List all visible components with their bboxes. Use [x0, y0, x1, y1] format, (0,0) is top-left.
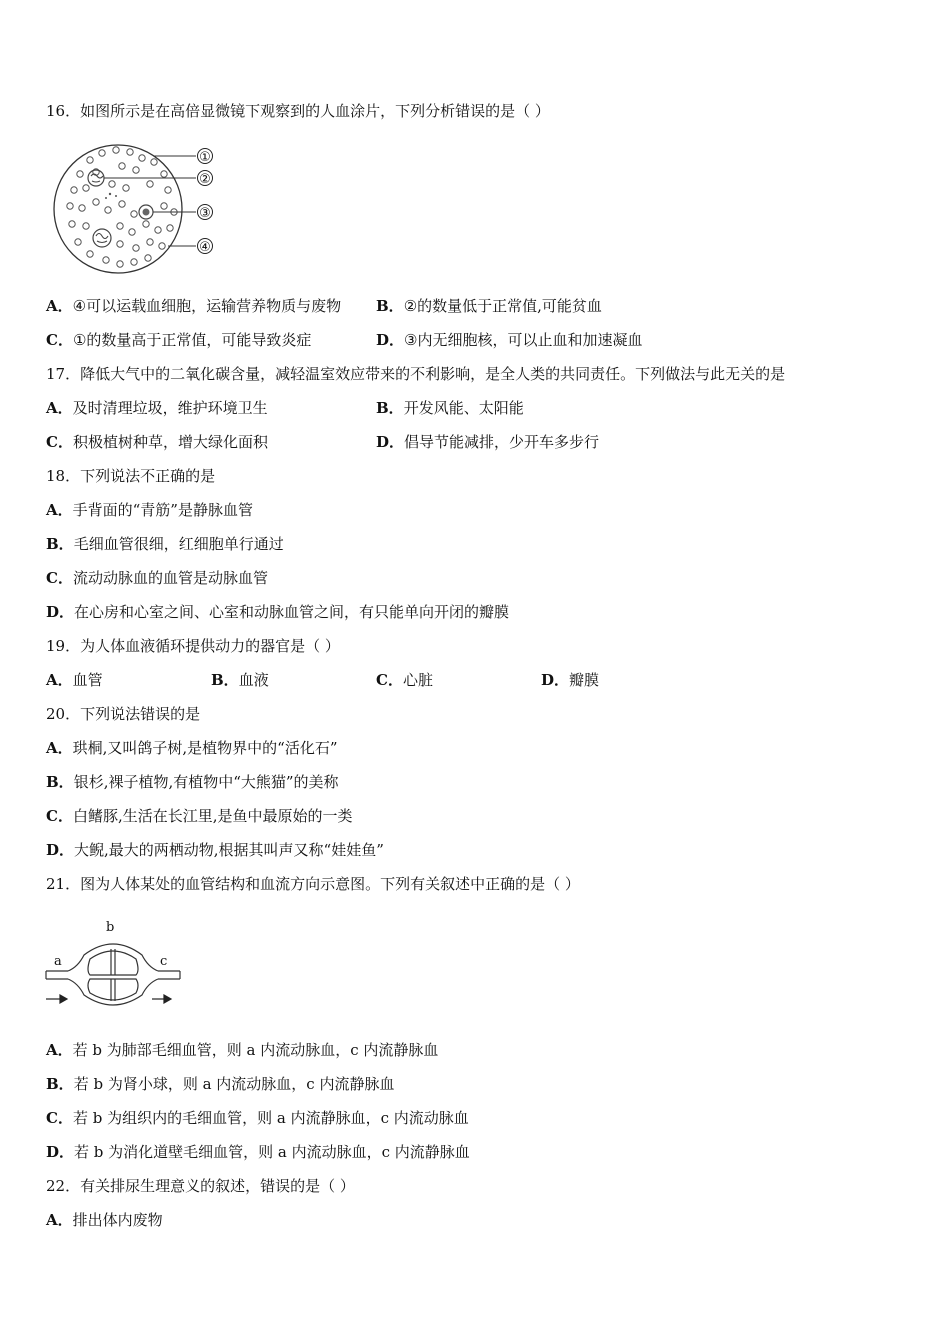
label-c: c	[160, 954, 168, 969]
q21-stem: 21．图为人体某处的血管结构和血流方向示意图。下列有关叙述中正确的是（ ）	[46, 875, 580, 893]
q17-option-b	[376, 398, 524, 418]
callout-labels	[199, 150, 211, 255]
option-text: 及时清理垃圾，维护环境卫生	[72, 399, 268, 417]
option-text: 流动动脉血的血管是动脉血管	[72, 569, 268, 587]
option-text: 白鳍豚,生活在长江里,是鱼中最原始的一类	[72, 807, 353, 825]
label-b: b	[106, 920, 115, 935]
option-text: 开发风能、太阳能	[403, 399, 524, 417]
label-1: ①	[199, 150, 211, 165]
option-text: ②的数量低于正常值,可能贫血	[403, 297, 602, 315]
option-letter: C．	[46, 569, 73, 587]
q18-option-b	[46, 534, 284, 554]
option-text: ①的数量高于正常值，可能导致炎症	[72, 331, 312, 349]
q19-option-c	[376, 670, 433, 690]
blood-vessel-diagram	[40, 915, 190, 1010]
option-text: 血管	[72, 671, 103, 689]
q20-option-a	[46, 738, 338, 758]
option-letter: D．	[46, 841, 75, 859]
q20-option-d	[46, 840, 384, 860]
white-blood-cell-4	[93, 229, 111, 247]
option-letter: A．	[46, 399, 73, 417]
label-a: a	[54, 954, 62, 969]
option-letter: D．	[541, 671, 570, 689]
q21-option-b	[46, 1074, 394, 1094]
option-text: 若 b 为组织内的毛细血管，则 a 内流静脉血，c 内流动脉血	[72, 1109, 469, 1127]
q22-stem: 22．有关排尿生理意义的叙述，错误的是（ ）	[46, 1177, 355, 1195]
q16-stem: 16．如图所示是在高倍显微镜下观察到的人血涂片，下列分析错误的是（ ）	[46, 102, 550, 120]
white-blood-cell-2	[88, 170, 104, 186]
q18-option-d	[46, 602, 509, 622]
callout-lines	[104, 156, 196, 246]
option-letter: C．	[46, 433, 73, 451]
option-text: 若 b 为肺部毛细血管，则 a 内流动脉血，c 内流静脉血	[72, 1041, 439, 1059]
option-letter: D．	[376, 433, 405, 451]
option-letter: B．	[46, 773, 74, 791]
q16-option-b	[376, 296, 602, 316]
red-blood-cells	[67, 147, 177, 267]
q22-option-a	[46, 1210, 163, 1230]
q17-stem: 17．降低大气中的二氧化碳含量，减轻温室效应带来的不利影响，是全人类的共同责任。下列做法与此无关的是	[46, 365, 786, 383]
option-letter: D．	[46, 1143, 75, 1161]
option-letter: D．	[376, 331, 405, 349]
option-text: 银杉,裸子植物,有植物中“大熊猫”的美称	[73, 773, 339, 791]
q20-option-c	[46, 806, 353, 826]
option-text: 血液	[238, 671, 269, 689]
q21-option-d	[46, 1142, 470, 1162]
q17-option-c	[46, 432, 268, 452]
cell-3	[139, 205, 153, 219]
flow-arrow-icon	[46, 995, 171, 1003]
q16-option-d	[376, 330, 642, 350]
option-letter: B．	[376, 297, 404, 315]
option-text: 手背面的“青筋”是静脉血管	[72, 501, 253, 519]
option-letter: A．	[46, 297, 73, 315]
option-letter: B．	[376, 399, 404, 417]
q16-option-c	[46, 330, 311, 350]
option-letter: B．	[211, 671, 239, 689]
option-letter: B．	[46, 1075, 74, 1093]
q19-stem: 19．为人体血液循环提供动力的器官是（ ）	[46, 637, 340, 655]
q16-option-a	[46, 296, 341, 316]
option-letter: C．	[46, 1109, 73, 1127]
q19-option-a	[46, 670, 103, 690]
option-text: 大鲵,最大的两栖动物,根据其叫声又称“娃娃鱼”	[74, 841, 384, 859]
platelets	[105, 193, 117, 199]
q17-option-d	[376, 432, 599, 452]
option-letter: A．	[46, 739, 73, 757]
option-letter: C．	[46, 331, 73, 349]
q18-option-c	[46, 568, 268, 588]
option-text: 若 b 为消化道壁毛细血管，则 a 内流动脉血，c 内流静脉血	[74, 1143, 470, 1161]
q19-option-d	[541, 670, 599, 690]
label-4: ④	[199, 240, 211, 255]
blood-smear-figure	[50, 138, 225, 283]
q18-option-a	[46, 500, 253, 520]
option-letter: C．	[46, 807, 73, 825]
option-text: 瓣膜	[569, 671, 600, 689]
label-3: ③	[199, 206, 211, 221]
option-text: 心脏	[402, 671, 433, 689]
option-letter: B．	[46, 535, 74, 553]
q21-option-a	[46, 1040, 438, 1060]
option-letter: A．	[46, 501, 73, 519]
q19-option-b	[211, 670, 269, 690]
option-text: ③内无细胞核，可以止血和加速凝血	[404, 331, 643, 349]
option-text: 若 b 为肾小球，则 a 内流动脉血，c 内流静脉血	[73, 1075, 395, 1093]
q17-option-a	[46, 398, 268, 418]
q18-stem: 18．下列说法不正确的是	[46, 467, 216, 485]
q20-stem: 20．下列说法错误的是	[46, 705, 201, 723]
option-text: 排出体内废物	[72, 1211, 163, 1229]
option-letter: C．	[376, 671, 403, 689]
option-text: 在心房和心室之间、心室和动脉血管之间，有只能单向开闭的瓣膜	[74, 603, 510, 621]
option-letter: A．	[46, 671, 73, 689]
option-letter: D．	[46, 603, 75, 621]
option-text: 倡导节能减排，少开车多步行	[404, 433, 600, 451]
option-text: 毛细血管很细，红细胞单行通过	[73, 535, 284, 553]
option-text: 珙桐,又叫鸽子树,是植物界中的“活化石”	[72, 739, 338, 757]
option-letter: A．	[46, 1211, 73, 1229]
label-2: ②	[199, 172, 211, 187]
option-letter: A．	[46, 1041, 73, 1059]
q20-option-b	[46, 772, 339, 792]
option-text: ④可以运载血细胞，运输营养物质与废物	[72, 297, 342, 315]
option-text: 积极植树种草，增大绿化面积	[72, 433, 268, 451]
q21-option-c	[46, 1108, 469, 1128]
